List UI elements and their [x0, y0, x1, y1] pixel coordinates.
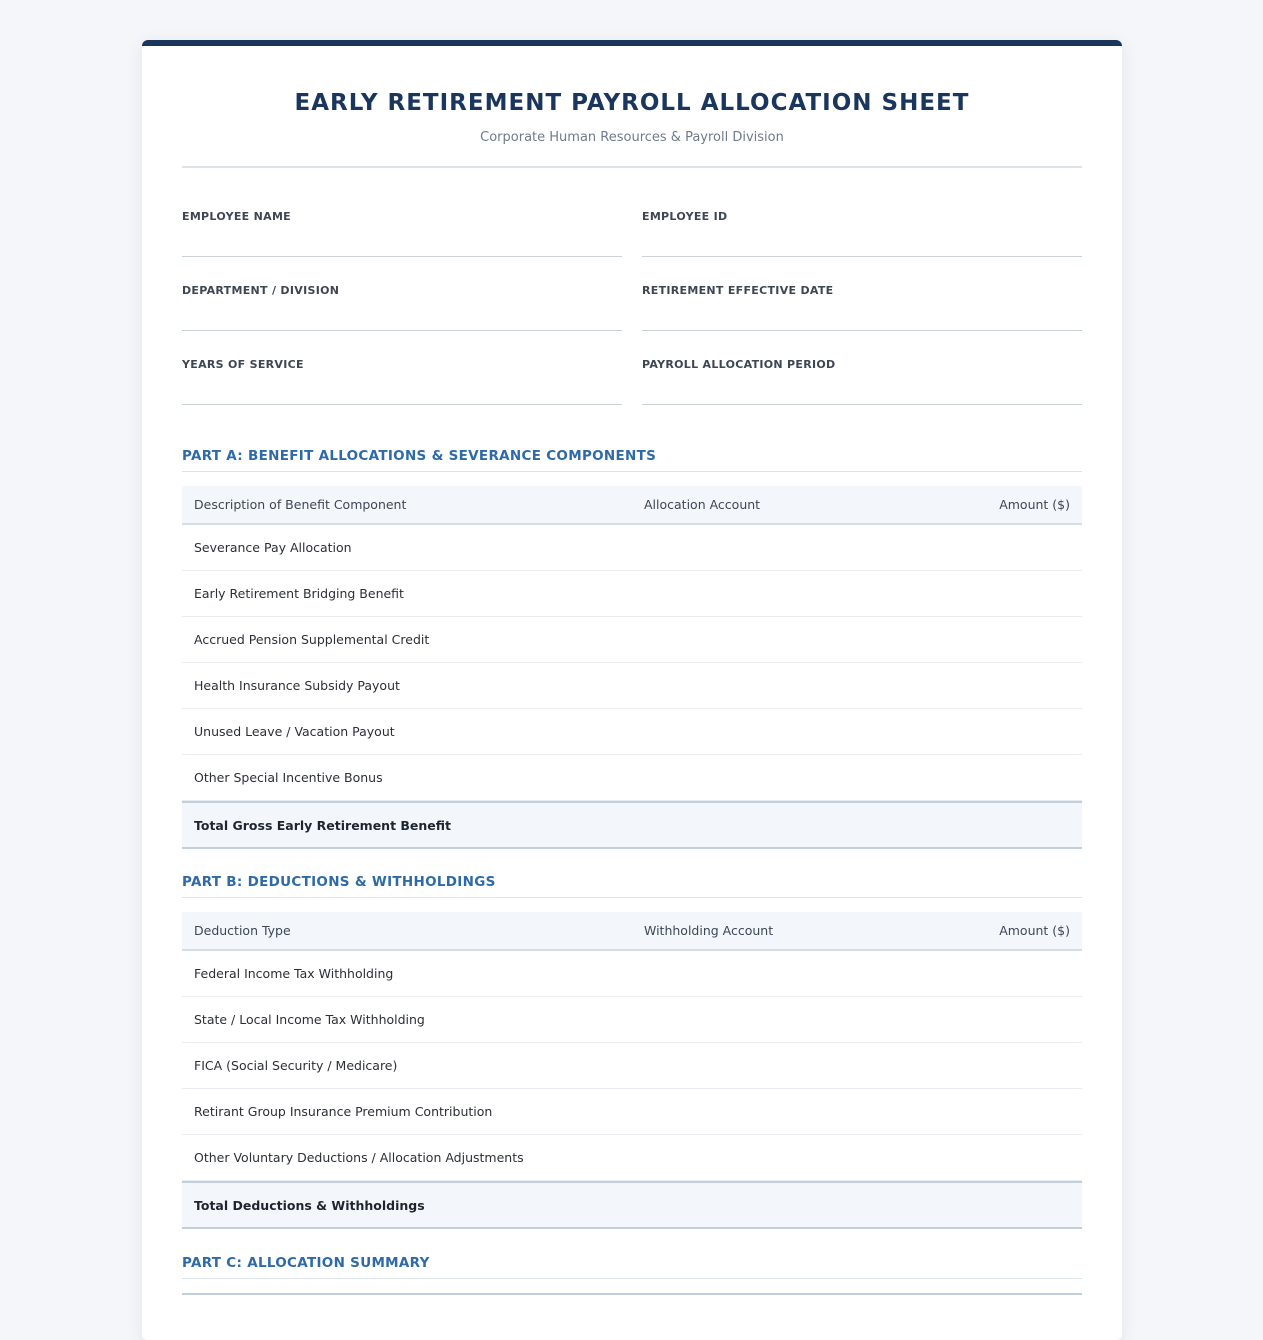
total-label: Total Gross Early Retirement Benefit [194, 817, 452, 833]
benefit-allocations-table [182, 486, 1082, 849]
row-amount-cell[interactable] [910, 525, 1070, 570]
row-amount-cell[interactable] [910, 997, 1070, 1042]
row-account-cell[interactable] [644, 525, 894, 570]
row-account-cell[interactable] [644, 1135, 894, 1180]
allocation-period-label: PAYROLL ALLOCATION PERIOD [642, 358, 836, 371]
deductions-table [182, 912, 1082, 1229]
total-amount [910, 1183, 1070, 1227]
row-amount-cell[interactable] [910, 663, 1070, 708]
allocation-period-field-group [642, 358, 1082, 432]
employee-id-input[interactable] [642, 232, 1082, 257]
column-header-description: Description of Benefit Component [194, 497, 407, 512]
years-of-service-label: YEARS OF SERVICE [182, 358, 304, 371]
part-c-title: PART C: ALLOCATION SUMMARY [182, 1255, 1082, 1279]
row-description: Severance Pay Allocation [194, 540, 352, 555]
total-row [182, 1181, 1082, 1229]
table-row [182, 1043, 1082, 1089]
row-amount-cell[interactable] [910, 1089, 1070, 1134]
row-account-cell[interactable] [644, 755, 894, 800]
row-amount-cell[interactable] [910, 1043, 1070, 1088]
column-header-amount: Amount ($) [999, 923, 1070, 938]
row-amount-cell[interactable] [910, 571, 1070, 616]
row-account-cell[interactable] [644, 997, 894, 1042]
header-divider [182, 166, 1082, 168]
row-account-cell[interactable] [644, 571, 894, 616]
table-row [182, 951, 1082, 997]
row-description: Health Insurance Subsidy Payout [194, 678, 400, 693]
years-of-service-input[interactable] [182, 380, 622, 405]
department-input[interactable] [182, 306, 622, 331]
row-amount-cell[interactable] [910, 709, 1070, 754]
table-row [182, 755, 1082, 801]
row-description: Federal Income Tax Withholding [194, 966, 394, 981]
column-header-account: Allocation Account [644, 497, 761, 512]
total-amount [910, 803, 1070, 847]
department-label: DEPARTMENT / DIVISION [182, 284, 340, 297]
row-account-cell[interactable] [644, 617, 894, 662]
part-a-title: PART A: BENEFIT ALLOCATIONS & SEVERANCE COMPONENTS [182, 448, 1082, 472]
table-row [182, 663, 1082, 709]
table-row [182, 525, 1082, 571]
department-field-group [182, 284, 622, 358]
retirement-date-field-group [642, 284, 1082, 358]
row-account-cell[interactable] [644, 1089, 894, 1134]
retirement-date-label: RETIREMENT EFFECTIVE DATE [642, 284, 834, 297]
row-description: Unused Leave / Vacation Payout [194, 724, 395, 739]
row-description: Retirant Group Insurance Premium Contribution [194, 1104, 493, 1119]
row-description: Other Special Incentive Bonus [194, 770, 383, 785]
column-header-deduction-type: Deduction Type [194, 923, 291, 938]
row-account-cell[interactable] [644, 663, 894, 708]
table-row [182, 1089, 1082, 1135]
retirement-date-input[interactable] [642, 306, 1082, 331]
table-row [182, 709, 1082, 755]
row-account-cell[interactable] [644, 709, 894, 754]
employee-name-label: EMPLOYEE NAME [182, 210, 292, 223]
table-row [182, 997, 1082, 1043]
employee-id-label: EMPLOYEE ID [642, 210, 728, 223]
column-header-amount: Amount ($) [999, 497, 1070, 512]
row-amount-cell[interactable] [910, 617, 1070, 662]
page-subtitle: Corporate Human Resources & Payroll Division [480, 130, 784, 145]
table-header-row [182, 486, 1082, 525]
row-amount-cell[interactable] [910, 755, 1070, 800]
row-account-cell[interactable] [644, 951, 894, 996]
summary-table-top-border [182, 1293, 1082, 1295]
allocation-sheet [142, 40, 1122, 1340]
row-account-cell[interactable] [644, 1043, 894, 1088]
row-description: State / Local Income Tax Withholding [194, 1012, 425, 1027]
total-label: Total Deductions & Withholdings [194, 1197, 425, 1213]
column-header-withholding-account: Withholding Account [644, 923, 774, 938]
table-header-row [182, 912, 1082, 951]
row-description: Other Voluntary Deductions / Allocation Adjustments [194, 1150, 524, 1165]
part-b-title: PART B: DEDUCTIONS & WITHHOLDINGS [182, 874, 1082, 898]
row-description: Early Retirement Bridging Benefit [194, 586, 404, 601]
years-of-service-field-group [182, 358, 622, 432]
total-row [182, 801, 1082, 849]
employee-name-input[interactable] [182, 232, 622, 257]
page-title: EARLY RETIREMENT PAYROLL ALLOCATION SHEET [294, 90, 970, 116]
row-amount-cell[interactable] [910, 1135, 1070, 1180]
row-description: Accrued Pension Supplemental Credit [194, 632, 430, 647]
employee-id-field-group [642, 210, 1082, 284]
row-description: FICA (Social Security / Medicare) [194, 1058, 398, 1073]
row-amount-cell[interactable] [910, 951, 1070, 996]
table-row [182, 571, 1082, 617]
table-row [182, 1135, 1082, 1181]
allocation-period-input[interactable] [642, 380, 1082, 405]
table-row [182, 617, 1082, 663]
employee-name-field-group [182, 210, 622, 284]
